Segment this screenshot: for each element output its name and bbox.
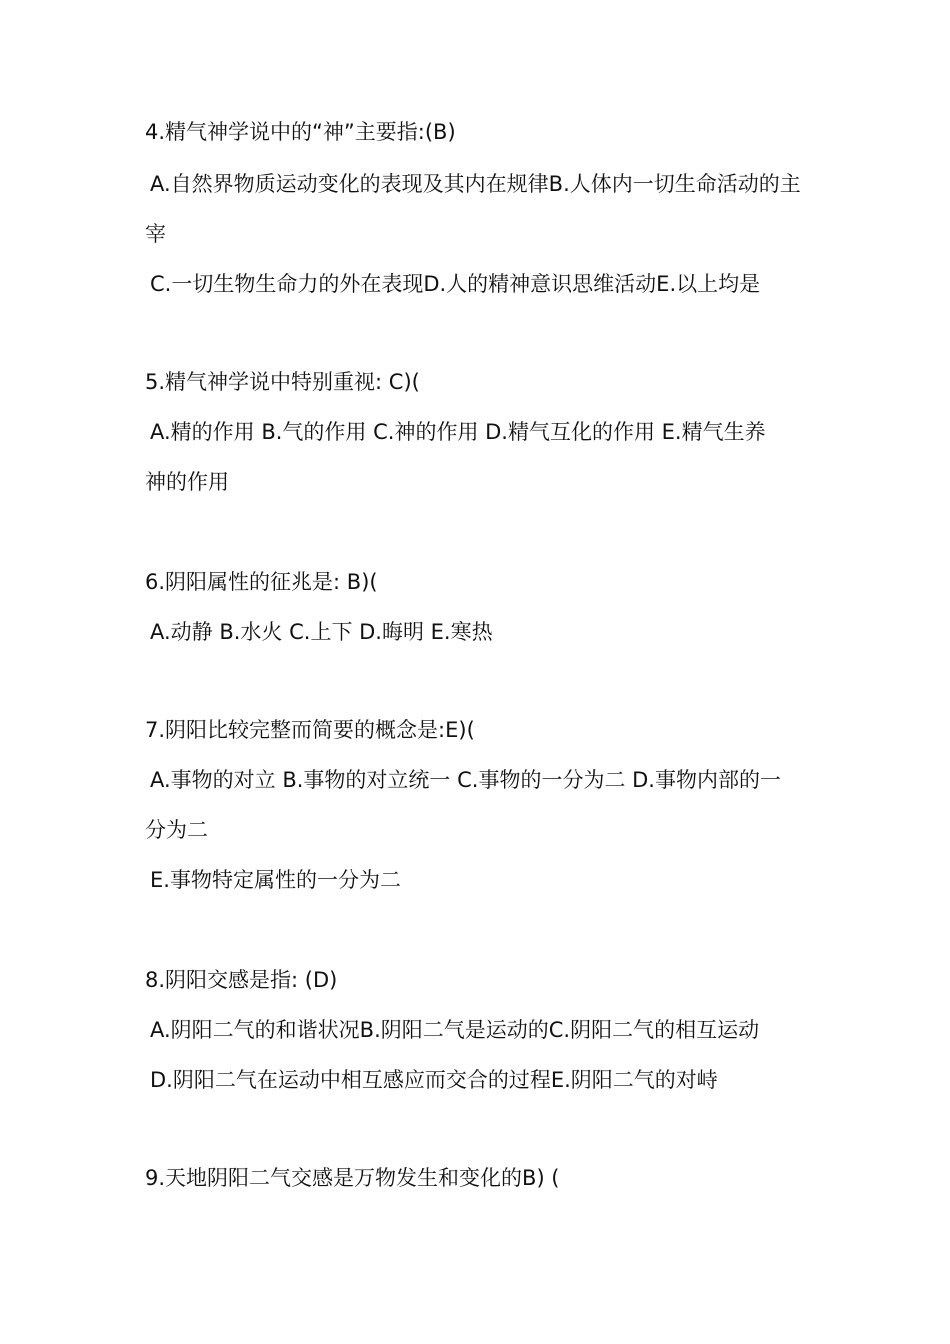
question-4-options-line-3: C.一切生物生命力的外在表现D.人的精神意识思维活动E.以上均是 <box>150 272 761 296</box>
question-4-options-line-2: 宰 <box>145 222 166 246</box>
question-7-options-line-2: 分为二 <box>145 818 208 842</box>
question-6-options-line-1: A.动静 B.水火 C.上下 D.晦明 E.寒热 <box>150 620 493 644</box>
question-7-options-line-3: E.事物特定属性的一分为二 <box>150 868 401 892</box>
question-5-options-line-1: A.精的作用 B.气的作用 C.神的作用 D.精气互化的作用 E.精气生养 <box>150 420 766 444</box>
question-9-stem: 9.天地阴阳二气交感是万物发生和变化的B) ( <box>145 1166 560 1190</box>
question-8-options-line-1: A.阴阳二气的和谐状况B.阴阳二气是运动的C.阴阳二气的相互运动 <box>150 1018 760 1042</box>
question-4-stem: 4.精气神学说中的“神”主要指:(B) <box>145 120 456 144</box>
question-7-options-line-1: A.事物的对立 B.事物的对立统一 C.事物的一分为二 D.事物内部的一 <box>150 768 781 792</box>
question-6-stem: 6.阴阳属性的征兆是: B)( <box>145 570 378 594</box>
question-5-stem: 5.精气神学说中特别重视: C)( <box>145 370 420 394</box>
question-8-options-line-2: D.阴阳二气在运动中相互感应而交合的过程E.阴阳二气的对峙 <box>150 1068 718 1092</box>
question-7-stem: 7.阴阳比较完整而简要的概念是:E)( <box>145 718 475 742</box>
question-4-options-line-1: A.自然界物质运动变化的表现及其内在规律B.人体内一切生命活动的主 <box>150 172 801 196</box>
question-8-stem: 8.阴阳交感是指: (D) <box>145 968 338 992</box>
question-5-options-line-2: 神的作用 <box>145 470 229 494</box>
